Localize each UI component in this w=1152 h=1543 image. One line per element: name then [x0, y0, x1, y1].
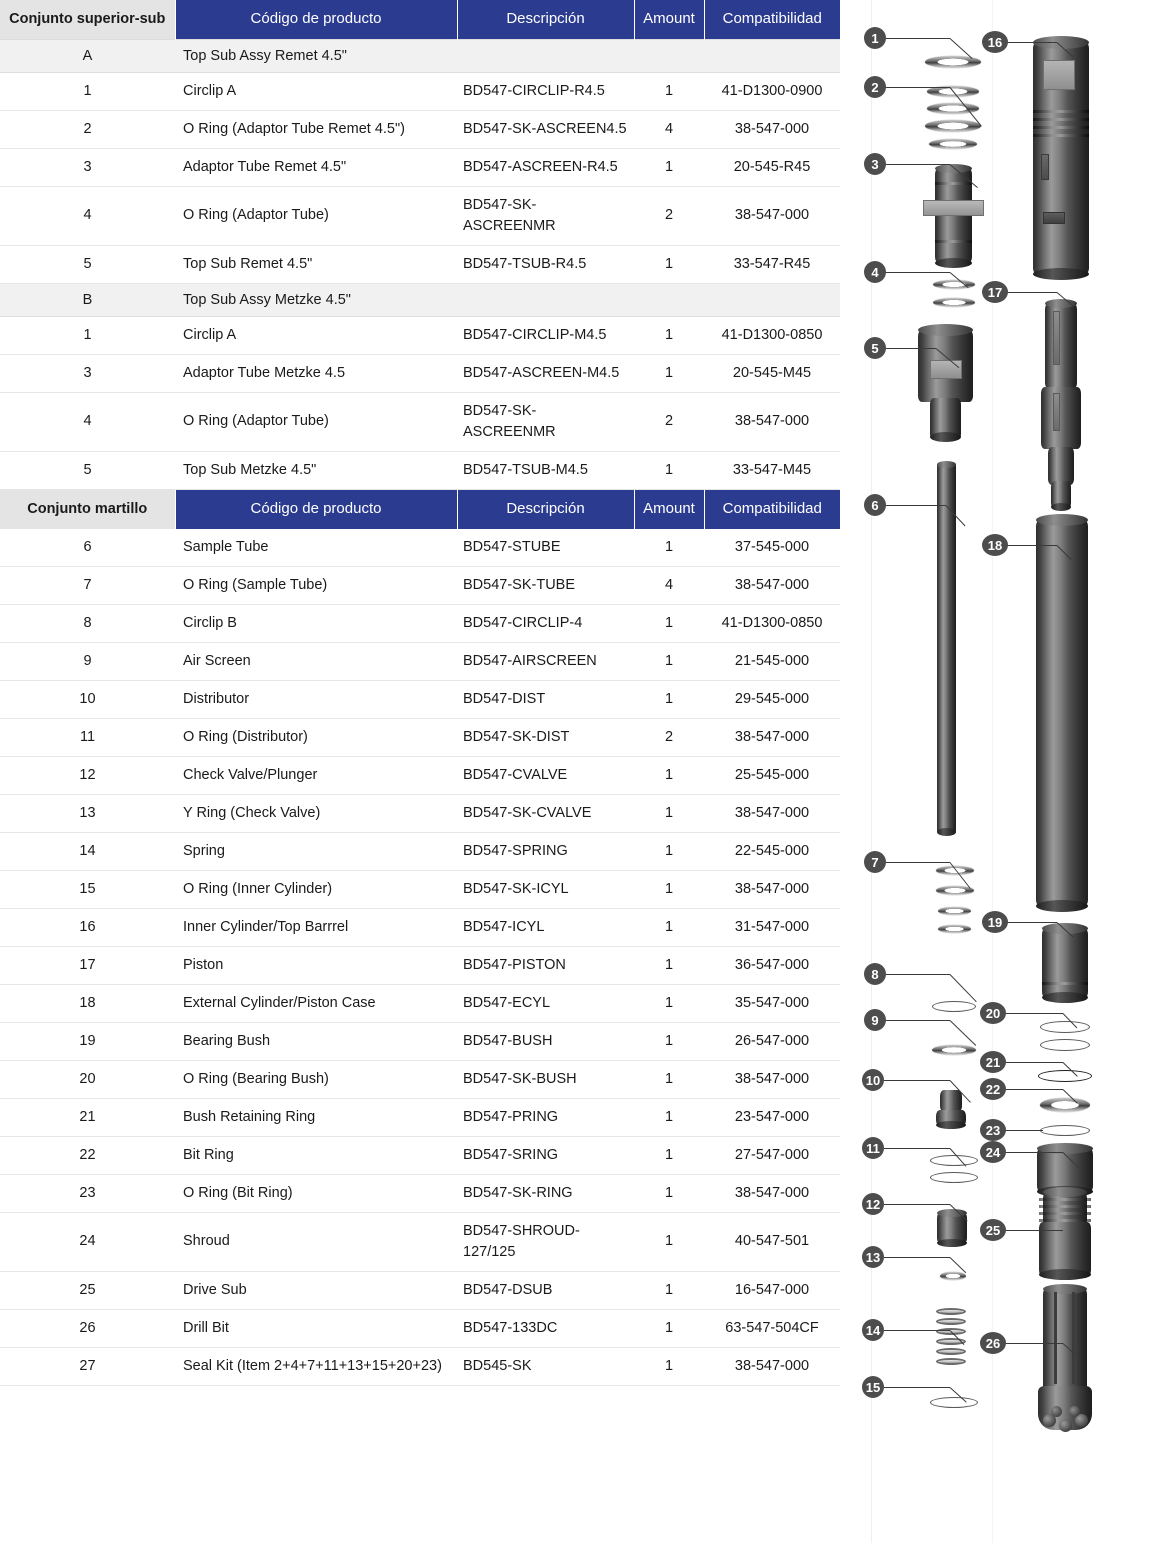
- part-number: 19: [0, 1022, 175, 1060]
- callout-1: 1: [864, 27, 886, 49]
- section-name: Top Sub Assy Metzke 4.5": [175, 283, 840, 316]
- part-description: O Ring (Sample Tube): [175, 566, 457, 604]
- part-number: 7: [0, 566, 175, 604]
- table-row: [0, 316, 840, 354]
- part-description: Sample Tube: [175, 529, 457, 567]
- part-number: 23: [0, 1174, 175, 1212]
- table-row: [0, 392, 840, 451]
- leader-line-24: [1005, 1152, 1063, 1153]
- table-row: [0, 148, 840, 186]
- header-compat: Compatibilidad: [704, 0, 840, 39]
- corner: Conjunto superior-sub: [0, 0, 175, 39]
- part-number: 14: [0, 832, 175, 870]
- table-row: [0, 1136, 840, 1174]
- part-number: 5: [0, 245, 175, 283]
- part-number: 6: [0, 529, 175, 567]
- header-compat: Compatibilidad: [704, 489, 840, 528]
- part-description: Bearing Bush: [175, 1022, 457, 1060]
- callout-12: 12: [862, 1193, 884, 1215]
- callout-15: 15: [862, 1376, 884, 1398]
- part-amount: 1: [634, 1136, 704, 1174]
- part-code: BD547-PRING: [457, 1098, 634, 1136]
- leader-line-3: [884, 164, 950, 165]
- table-row: [0, 1348, 840, 1386]
- corner: Conjunto martillo: [0, 489, 175, 528]
- part-oring-distributor-2: [930, 1172, 978, 1183]
- part-compatibility: 41-D1300-0900: [704, 72, 840, 110]
- part-oring-adaptor-remet-4: [929, 139, 977, 149]
- part-code: BD547-SK-ASCREEN4.5: [457, 110, 634, 148]
- part-spring: [936, 1308, 966, 1366]
- part-number: 1: [0, 72, 175, 110]
- part-code: BD547-133DC: [457, 1310, 634, 1348]
- part-amount: 1: [634, 148, 704, 186]
- part-number: 20: [0, 1060, 175, 1098]
- part-description: Adaptor Tube Metzke 4.5: [175, 354, 457, 392]
- part-amount: 1: [634, 1060, 704, 1098]
- part-amount: 1: [634, 946, 704, 984]
- part-code: BD547-PISTON: [457, 946, 634, 984]
- part-compatibility: 38-547-000: [704, 110, 840, 148]
- part-code: BD547-SK-ASCREENMR: [457, 392, 634, 451]
- part-number: 10: [0, 680, 175, 718]
- part-amount: 2: [634, 718, 704, 756]
- part-amount: 1: [634, 1022, 704, 1060]
- part-description: O Ring (Adaptor Tube): [175, 392, 457, 451]
- header-desc: Descripción: [457, 0, 634, 39]
- part-compatibility: 38-547-000: [704, 186, 840, 245]
- table-row: [0, 756, 840, 794]
- part-description: Check Valve/Plunger: [175, 756, 457, 794]
- part-code: BD547-CIRCLIP-R4.5: [457, 72, 634, 110]
- section-id: A: [0, 39, 175, 72]
- part-description: Bit Ring: [175, 1136, 457, 1174]
- part-code: BD547-ASCREEN-M4.5: [457, 354, 634, 392]
- part-amount: 1: [634, 1212, 704, 1271]
- part-amount: 1: [634, 680, 704, 718]
- callout-13: 13: [862, 1246, 884, 1268]
- part-code: BD547-SRING: [457, 1136, 634, 1174]
- table-row: [0, 354, 840, 392]
- callout-17: 17: [982, 281, 1008, 303]
- table-row: [0, 110, 840, 148]
- part-description: Circlip A: [175, 316, 457, 354]
- part-number: 11: [0, 718, 175, 756]
- part-description: O Ring (Inner Cylinder): [175, 870, 457, 908]
- part-code: BD547-ASCREEN-R4.5: [457, 148, 634, 186]
- table-header-upper: [0, 0, 840, 39]
- part-description: Spring: [175, 832, 457, 870]
- part-description: Distributor: [175, 680, 457, 718]
- callout-18: 18: [982, 534, 1008, 556]
- table-row: [0, 680, 840, 718]
- part-compatibility: 31-547-000: [704, 908, 840, 946]
- part-compatibility: 38-547-000: [704, 1060, 840, 1098]
- part-compatibility: 37-545-000: [704, 529, 840, 567]
- table-row: [0, 1060, 840, 1098]
- header-amount: Amount: [634, 0, 704, 39]
- part-number: 26: [0, 1310, 175, 1348]
- part-number: 13: [0, 794, 175, 832]
- part-description: Top Sub Metzke 4.5": [175, 451, 457, 489]
- leader-line-14: [884, 1330, 950, 1331]
- callout-9: 9: [864, 1009, 886, 1031]
- leader-line-20: [1005, 1013, 1063, 1014]
- part-description: O Ring (Bit Ring): [175, 1174, 457, 1212]
- table-row: [0, 529, 840, 567]
- part-code: BD547-SK-DIST: [457, 718, 634, 756]
- part-code: BD547-SK-ICYL: [457, 870, 634, 908]
- part-description: External Cylinder/Piston Case: [175, 984, 457, 1022]
- part-compatibility: 35-547-000: [704, 984, 840, 1022]
- part-description: Drive Sub: [175, 1271, 457, 1309]
- part-description: Air Screen: [175, 642, 457, 680]
- part-top-sub-remet: [918, 330, 973, 442]
- table-row: [0, 718, 840, 756]
- part-amount: 1: [634, 870, 704, 908]
- part-description: O Ring (Adaptor Tube Remet 4.5"): [175, 110, 457, 148]
- part-amount: 1: [634, 1271, 704, 1309]
- part-amount: 4: [634, 566, 704, 604]
- leader-line-26: [1005, 1343, 1063, 1344]
- part-oring-sample-tube-3: [938, 907, 971, 915]
- part-amount: 1: [634, 72, 704, 110]
- part-number: 8: [0, 604, 175, 642]
- exploded-parts-diagram: [840, 0, 1152, 1543]
- part-description: O Ring (Bearing Bush): [175, 1060, 457, 1098]
- part-number: 1: [0, 316, 175, 354]
- part-bit-ring: [1040, 1098, 1090, 1112]
- part-sample-tube: [937, 464, 956, 832]
- table-row: [0, 245, 840, 283]
- leader-line-21: [1005, 1062, 1063, 1063]
- table-row: [0, 794, 840, 832]
- leader-line-22: [1005, 1089, 1063, 1090]
- leader-line-11: [884, 1148, 950, 1149]
- part-compatibility: 20-545-M45: [704, 354, 840, 392]
- leader-line-6: [884, 505, 946, 506]
- part-compatibility: 38-547-000: [704, 718, 840, 756]
- callout-5: 5: [864, 337, 886, 359]
- part-code: BD547-ICYL: [457, 908, 634, 946]
- callout-11: 11: [862, 1137, 884, 1159]
- header-code: Código de producto: [175, 489, 457, 528]
- part-code: BD547-SPRING: [457, 832, 634, 870]
- callout-4: 4: [864, 261, 886, 283]
- callout-26: 26: [980, 1332, 1006, 1354]
- part-oring-bearing-bush-2: [1040, 1039, 1090, 1051]
- leader-line-2: [884, 87, 950, 88]
- part-compatibility: 23-547-000: [704, 1098, 840, 1136]
- part-number: 3: [0, 354, 175, 392]
- part-description: Adaptor Tube Remet 4.5": [175, 148, 457, 186]
- part-amount: 1: [634, 316, 704, 354]
- part-compatibility: 33-547-R45: [704, 245, 840, 283]
- leader-line-9b: [950, 1020, 977, 1046]
- part-code: BD547-SHROUD-127/125: [457, 1212, 634, 1271]
- part-amount: 1: [634, 1348, 704, 1386]
- part-number: 21: [0, 1098, 175, 1136]
- table-row: [0, 946, 840, 984]
- leader-line-13: [884, 1257, 950, 1258]
- part-circlip-b: [932, 1001, 976, 1012]
- header-desc: Descripción: [457, 489, 634, 528]
- part-number: 18: [0, 984, 175, 1022]
- part-oring-adaptor-tube-1: [933, 280, 975, 289]
- part-compatibility: 27-547-000: [704, 1136, 840, 1174]
- part-code: BD545-SK: [457, 1348, 634, 1386]
- part-number: 4: [0, 392, 175, 451]
- table-row: [0, 1022, 840, 1060]
- table-row: [0, 908, 840, 946]
- part-amount: 1: [634, 1310, 704, 1348]
- part-y-ring-check-valve: [940, 1272, 966, 1280]
- part-amount: 1: [634, 984, 704, 1022]
- leader-line-23: [1005, 1130, 1043, 1131]
- callout-21: 21: [980, 1051, 1006, 1073]
- table-row: [0, 870, 840, 908]
- section-id: B: [0, 283, 175, 316]
- diagram-divider-mid: [992, 0, 993, 1543]
- table-row: [0, 1310, 840, 1348]
- table-row: [0, 1271, 840, 1309]
- part-number: 12: [0, 756, 175, 794]
- leader-line-16: [1005, 42, 1057, 43]
- part-code: BD547-SK-RING: [457, 1174, 634, 1212]
- part-compatibility: 21-545-000: [704, 642, 840, 680]
- part-piston: [1041, 303, 1081, 511]
- part-compatibility: 38-547-000: [704, 566, 840, 604]
- part-amount: 1: [634, 245, 704, 283]
- part-code: BD547-ECYL: [457, 984, 634, 1022]
- table-row: [0, 1098, 840, 1136]
- part-number: 27: [0, 1348, 175, 1386]
- part-amount: 1: [634, 642, 704, 680]
- leader-line-7: [884, 862, 950, 863]
- part-amount: 2: [634, 392, 704, 451]
- part-amount: 1: [634, 908, 704, 946]
- section-header-a: [0, 39, 840, 72]
- part-amount: 1: [634, 604, 704, 642]
- callout-8: 8: [864, 963, 886, 985]
- part-compatibility: 22-545-000: [704, 832, 840, 870]
- part-amount: 1: [634, 451, 704, 489]
- callout-16: 16: [982, 31, 1008, 53]
- part-description: Piston: [175, 946, 457, 984]
- part-code: BD547-CVALVE: [457, 756, 634, 794]
- part-bearing-bush: [1042, 928, 1088, 998]
- diagram-divider-left: [871, 0, 872, 1543]
- part-compatibility: 38-547-000: [704, 870, 840, 908]
- callout-14: 14: [862, 1319, 884, 1341]
- leader-line-5: [884, 348, 936, 349]
- part-description: O Ring (Adaptor Tube): [175, 186, 457, 245]
- part-compatibility: 38-547-000: [704, 794, 840, 832]
- part-drill-bit: [1038, 1288, 1092, 1440]
- part-description: Circlip B: [175, 604, 457, 642]
- part-code: BD547-TSUB-R4.5: [457, 245, 634, 283]
- table-row: [0, 1174, 840, 1212]
- part-code: BD547-CIRCLIP-M4.5: [457, 316, 634, 354]
- part-amount: 1: [634, 756, 704, 794]
- leader-line-12: [884, 1204, 950, 1205]
- part-code: BD547-STUBE: [457, 529, 634, 567]
- part-number: 4: [0, 186, 175, 245]
- part-oring-bit-ring: [1040, 1125, 1090, 1136]
- part-code: BD547-DIST: [457, 680, 634, 718]
- table-row: [0, 642, 840, 680]
- table-row: [0, 1212, 840, 1271]
- callout-10: 10: [862, 1069, 884, 1091]
- callout-23: 23: [980, 1119, 1006, 1141]
- callout-3: 3: [864, 153, 886, 175]
- part-number: 25: [0, 1271, 175, 1309]
- part-adaptor-tube-remet: [935, 168, 972, 263]
- part-oring-inner-cylinder: [930, 1397, 978, 1408]
- leader-line-8: [884, 974, 950, 975]
- part-oring-bearing-bush-1: [1040, 1021, 1090, 1033]
- callout-2: 2: [864, 76, 886, 98]
- callout-24: 24: [980, 1141, 1006, 1163]
- part-amount: 1: [634, 529, 704, 567]
- part-code: BD547-SK-TUBE: [457, 566, 634, 604]
- part-description: Seal Kit (Item 2+4+7+11+13+15+20+23): [175, 1348, 457, 1386]
- part-amount: 1: [634, 832, 704, 870]
- part-compatibility: 33-547-M45: [704, 451, 840, 489]
- callout-25: 25: [980, 1219, 1006, 1241]
- table-row: [0, 72, 840, 110]
- part-code: BD547-SK-BUSH: [457, 1060, 634, 1098]
- part-compatibility: 36-547-000: [704, 946, 840, 984]
- section-name: Top Sub Assy Remet 4.5": [175, 39, 840, 72]
- leader-line-19: [1005, 922, 1057, 923]
- part-description: Top Sub Remet 4.5": [175, 245, 457, 283]
- leader-line-10: [884, 1080, 950, 1081]
- header-code: Código de producto: [175, 0, 457, 39]
- part-code: BD547-CIRCLIP-4: [457, 604, 634, 642]
- leader-line-25: [1005, 1230, 1063, 1231]
- part-compatibility: 38-547-000: [704, 1348, 840, 1386]
- part-code: BD547-TSUB-M4.5: [457, 451, 634, 489]
- part-number: 5: [0, 451, 175, 489]
- table-row: [0, 832, 840, 870]
- leader-line-8b: [950, 974, 977, 1002]
- part-description: O Ring (Distributor): [175, 718, 457, 756]
- part-description: Bush Retaining Ring: [175, 1098, 457, 1136]
- part-number: 9: [0, 642, 175, 680]
- part-drive-sub: [1039, 1192, 1091, 1280]
- part-number: 24: [0, 1212, 175, 1271]
- leader-line-17: [1005, 292, 1057, 293]
- part-description: Y Ring (Check Valve): [175, 794, 457, 832]
- callout-19: 19: [982, 911, 1008, 933]
- part-number: 16: [0, 908, 175, 946]
- part-amount: 4: [634, 110, 704, 148]
- leader-line-4: [884, 272, 950, 273]
- part-oring-distributor-1: [930, 1155, 978, 1166]
- part-code: BD547-AIRSCREEN: [457, 642, 634, 680]
- part-description: Inner Cylinder/Top Barrrel: [175, 908, 457, 946]
- part-compatibility: 40-547-501: [704, 1212, 840, 1271]
- header-amount: Amount: [634, 489, 704, 528]
- leader-line-9: [884, 1020, 950, 1021]
- callout-7: 7: [864, 851, 886, 873]
- leader-line-1: [884, 38, 950, 39]
- leader-line-15: [884, 1387, 950, 1388]
- part-description: Circlip A: [175, 72, 457, 110]
- part-amount: 2: [634, 186, 704, 245]
- table-row: [0, 604, 840, 642]
- table-row: [0, 451, 840, 489]
- section-header-b: [0, 283, 840, 316]
- part-number: 2: [0, 110, 175, 148]
- part-code: BD547-SK-CVALVE: [457, 794, 634, 832]
- part-code: BD547-SK-ASCREENMR: [457, 186, 634, 245]
- part-compatibility: 38-547-000: [704, 392, 840, 451]
- callout-6: 6: [864, 494, 886, 516]
- part-inner-cylinder-top-barrel: [1033, 42, 1089, 274]
- part-external-cylinder-piston-case: [1036, 520, 1088, 906]
- part-compatibility: 25-545-000: [704, 756, 840, 794]
- callout-22: 22: [980, 1078, 1006, 1100]
- part-compatibility: 38-547-000: [704, 1174, 840, 1212]
- part-amount: 1: [634, 1174, 704, 1212]
- part-amount: 1: [634, 1098, 704, 1136]
- part-oring-adaptor-remet-3: [925, 120, 981, 132]
- part-oring-adaptor-tube-2: [933, 298, 975, 307]
- part-amount: 1: [634, 794, 704, 832]
- part-compatibility: 20-545-R45: [704, 148, 840, 186]
- part-number: 15: [0, 870, 175, 908]
- part-distributor: [936, 1090, 966, 1126]
- part-code: BD547-DSUB: [457, 1271, 634, 1309]
- table-row: [0, 566, 840, 604]
- part-number: 17: [0, 946, 175, 984]
- table-header-hammer: [0, 489, 840, 528]
- part-oring-sample-tube-4: [938, 925, 971, 933]
- part-compatibility: 41-D1300-0850: [704, 604, 840, 642]
- part-bush-retaining-ring: [1038, 1070, 1092, 1082]
- part-amount: 1: [634, 354, 704, 392]
- part-number: 3: [0, 148, 175, 186]
- part-code: BD547-BUSH: [457, 1022, 634, 1060]
- part-description: Drill Bit: [175, 1310, 457, 1348]
- part-compatibility: 26-547-000: [704, 1022, 840, 1060]
- part-compatibility: 29-545-000: [704, 680, 840, 718]
- part-number: 22: [0, 1136, 175, 1174]
- table-row: [0, 984, 840, 1022]
- leader-line-13b: [950, 1257, 967, 1273]
- table-row: [0, 186, 840, 245]
- part-description: Shroud: [175, 1212, 457, 1271]
- part-air-screen: [932, 1045, 976, 1055]
- part-compatibility: 41-D1300-0850: [704, 316, 840, 354]
- callout-20: 20: [980, 1002, 1006, 1024]
- part-compatibility: 63-547-504CF: [704, 1310, 840, 1348]
- leader-line-18: [1005, 545, 1057, 546]
- part-compatibility: 16-547-000: [704, 1271, 840, 1309]
